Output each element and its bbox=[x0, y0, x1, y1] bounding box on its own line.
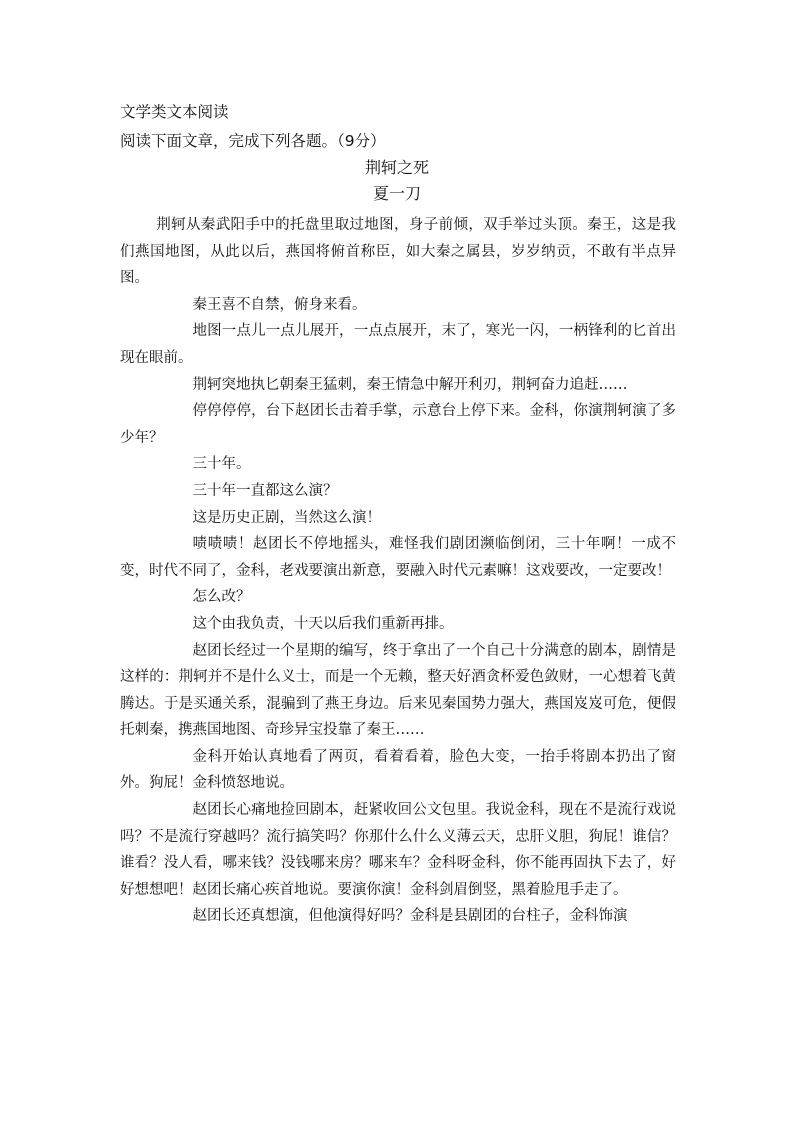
paragraph: 啧啧啧！赵团长不停地摇头，难怪我们剧团濒临倒闭，三十年啊！一成不变，时代不同了，金科，老戏要演出新意，要融入时代元素嘛！这戏要改，一定要改！ bbox=[120, 536, 676, 579]
paragraph: 这是历史正剧，当然这么演！ bbox=[192, 509, 381, 526]
paragraph: 荆轲突地执匕朝秦王猛刺，秦王情急中解开利刃，荆轲奋力追赶…… bbox=[192, 376, 628, 393]
paragraph: 金科开始认真地看了两页，看着看着，脸色大变，一抬手将剧本扔出了窗外。狗屁！金科愤怒地说。 bbox=[120, 748, 676, 792]
section-title: 文学类文本阅读 bbox=[120, 103, 229, 121]
reading-instructions: 阅读下面文章，完成下列各题。（9分） bbox=[120, 132, 386, 150]
story-body bbox=[120, 212, 676, 930]
paragraph: 秦王喜不自禁，俯身来看。 bbox=[192, 296, 367, 313]
story-title: 荆轲之死 bbox=[364, 158, 429, 177]
paragraph: 赵团长经过一个星期的编写，终于拿出了一个自己十分满意的剧本，剧情是这样的：荆轲并不是什么义士，而是一个无赖，整天好酒贪杯爱色敛财，一心想着飞黄腾达。于是买通关系，混骗到了燕王身边。后来见秦国势力强大，燕国岌岌可危，便假托刺秦，携燕国地图、奇珍异宝投靠了秦王…… bbox=[120, 642, 676, 739]
paragraph: 荆轲从秦武阳手中的托盘里取过地图，身子前倾，双手举过头顶。秦王，这是我们燕国地图，从此以后，燕国将俯首称臣，如大秦之属县，岁岁纳贡，不敢有半点异图。 bbox=[120, 217, 676, 287]
paragraph: 三十年。 bbox=[192, 456, 251, 473]
paragraph: 赵团长还真想演，但他演得好吗？金科是县剧团的台柱子，金科饰演 bbox=[192, 908, 628, 925]
paragraph: 三十年一直都这么演？ bbox=[192, 482, 338, 499]
story-author: 夏一刀 bbox=[372, 184, 421, 203]
paragraph: 赵团长心痛地捡回剧本，赶紧收回公文包里。我说金科，现在不是流行戏说吗？不是流行穿越吗？流行搞笑吗？你那什么什么义薄云天，忠肝义胆，狗屁！谁信？谁看？没人看，哪来钱？没钱哪来房？哪来车？金科呀金科，你不能再固执下去了，好好想想吧！赵团长痛心疾首地说。要演你演！金科剑眉倒竖，黑着脸甩手走了。 bbox=[120, 802, 676, 898]
paragraph: 怎么改？ bbox=[192, 589, 251, 606]
paragraph: 地图一点儿一点儿展开，一点点展开，末了，寒光一闪，一柄锋利的匕首出现在眼前。 bbox=[120, 323, 676, 366]
paragraph: 这个由我负责，十天以后我们重新再排。 bbox=[192, 615, 454, 632]
paragraph: 停停停停，台下赵团长击着手掌，示意台上停下来。金科，你演荆轲演了多少年？ bbox=[120, 403, 676, 446]
